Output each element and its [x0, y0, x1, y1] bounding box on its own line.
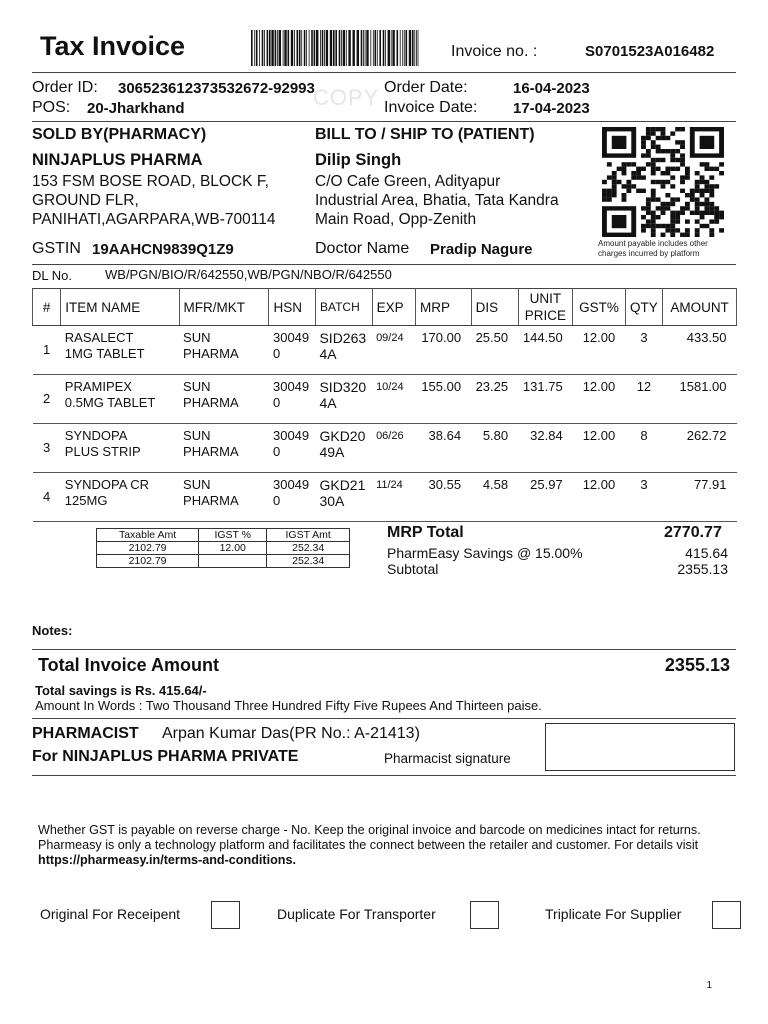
qr-note-line: charges incurred by platform [598, 249, 700, 258]
tax-header-row [97, 529, 350, 542]
row-batch-line: 4A [319, 346, 337, 362]
row-hsn-line: 0 [272, 346, 281, 361]
col-header-gst: GST% [573, 289, 626, 326]
original-copy-label: Original For Receipent [40, 906, 181, 922]
for-company-label: For NINJAPLUS PHARMA PRIVATE [32, 748, 299, 765]
row-sn: 4 [33, 473, 61, 522]
col-header-sn: # [33, 289, 61, 326]
row-item-name [61, 424, 179, 473]
qr-code-image [602, 127, 724, 237]
row-hsn-line: 0 [272, 493, 281, 508]
row-mrp: 155.00 [416, 375, 472, 424]
row-hsn-line: 30049 [272, 428, 310, 443]
row-exp: 09/24 [372, 326, 415, 375]
row-qty: 12 [625, 375, 662, 424]
row-batch-line: SID263 [319, 330, 367, 346]
row-hsn [269, 375, 315, 424]
pos-value: 20-Jharkhand [87, 100, 185, 117]
tax-row [97, 542, 350, 555]
page-number: 1 [706, 980, 712, 991]
col-header-mrp: MRP [416, 289, 472, 326]
invoice-date-label: Invoice Date: [384, 99, 478, 116]
footer-terms [38, 823, 738, 868]
tax-igst-amt: 252.34 [267, 542, 350, 555]
col-header-hsn: HSN [269, 289, 315, 326]
row-mfr-line: SUN [183, 428, 211, 443]
invoice-date-value: 17-04-2023 [513, 100, 590, 117]
signature-label: Pharmacist signature [384, 751, 511, 766]
row-item-name-line: 0.5MG TABLET [64, 395, 156, 410]
col-header-qty: QTY [625, 289, 662, 326]
tax-summary-table [96, 528, 350, 568]
divider [32, 121, 736, 122]
row-qty: 3 [625, 473, 662, 522]
seller-address [32, 172, 275, 229]
total-invoice-value: 2355.13 [664, 655, 730, 675]
patient-address-line: Main Road, Opp-Zenith [315, 211, 477, 228]
order-date-label: Order Date: [384, 79, 468, 96]
seller-address-line: 153 FSM BOSE ROAD, BLOCK F, [32, 173, 269, 190]
pos-label: POS: [32, 99, 71, 116]
row-mrp: 38.64 [416, 424, 472, 473]
patient-address-line: C/O Cafe Green, Adityapur [315, 173, 501, 190]
row-qty: 3 [625, 326, 662, 375]
row-amount: 262.72 [663, 424, 737, 473]
row-batch-line: GKD20 [319, 428, 366, 444]
row-batch-line: GKD21 [319, 477, 366, 493]
col-header-mfr: MFR/MKT [179, 289, 269, 326]
row-item-name-line: SYNDOPA CR [64, 477, 150, 492]
table-row [33, 424, 737, 473]
patient-address-line: Industrial Area, Bhatia, Tata Kandra [315, 192, 559, 209]
tax-igst-pct [199, 555, 267, 568]
row-unit-price: 25.97 [518, 473, 573, 522]
items-header-row [33, 289, 737, 326]
row-batch [315, 473, 372, 522]
barcode-image [251, 30, 419, 66]
row-mrp: 170.00 [416, 326, 472, 375]
bill-to-heading: BILL TO / SHIP TO (PATIENT) [315, 126, 535, 143]
seller-name: NINJAPLUS PHARMA [32, 151, 203, 169]
qr-note-line: Amount payable includes other [598, 239, 708, 248]
row-batch [315, 375, 372, 424]
row-batch-line: SID320 [319, 379, 367, 395]
doctor-name: Pradip Nagure [430, 241, 533, 258]
divider [32, 72, 736, 73]
tax-header-taxable: Taxable Amt [97, 529, 199, 542]
row-batch-line: 4A [319, 395, 337, 411]
order-date-value: 16-04-2023 [513, 80, 590, 97]
divider [32, 775, 736, 776]
subtotal-value: 2355.13 [677, 561, 728, 577]
row-unit-price: 32.84 [518, 424, 573, 473]
divider [32, 264, 736, 265]
original-copy-checkbox[interactable] [211, 901, 240, 929]
row-hsn [269, 473, 315, 522]
seller-address-line: GROUND FLR, [32, 192, 139, 209]
tax-row [97, 555, 350, 568]
order-id-label: Order ID: [32, 79, 98, 96]
row-mfr-line: SUN [183, 330, 211, 345]
patient-address [315, 172, 559, 229]
row-hsn-line: 30049 [272, 330, 310, 345]
row-mfr-line: SUN [183, 379, 211, 394]
items-table [32, 288, 737, 522]
col-header-dis: DIS [471, 289, 518, 326]
row-mfr-line: PHARMA [183, 346, 239, 361]
mrp-total-label: MRP Total [387, 524, 464, 541]
gstin-label: GSTIN [32, 240, 81, 257]
divider [32, 718, 736, 719]
col-header-batch: BATCH [315, 289, 372, 326]
table-row [33, 326, 737, 375]
patient-name: Dilip Singh [315, 151, 402, 169]
row-hsn [269, 326, 315, 375]
row-sn: 2 [33, 375, 61, 424]
row-unit-price: 131.75 [518, 375, 573, 424]
copy-watermark: COPY [313, 85, 380, 110]
row-item-name-line: 1MG TABLET [64, 346, 145, 361]
qr-note [598, 239, 708, 259]
row-mfr [179, 424, 269, 473]
row-mfr-line: SUN [183, 477, 211, 492]
table-row [33, 473, 737, 522]
triplicate-copy-label: Triplicate For Supplier [545, 906, 682, 922]
total-invoice-label: Total Invoice Amount [38, 655, 220, 675]
row-mrp: 30.55 [416, 473, 472, 522]
savings-value: 415.64 [685, 545, 728, 561]
triplicate-copy-checkbox[interactable] [712, 901, 741, 929]
table-row [33, 375, 737, 424]
pharmacist-label: PHARMACIST [32, 725, 139, 742]
row-item-name [61, 375, 179, 424]
row-dis: 23.25 [471, 375, 518, 424]
row-item-name-line: 125MG [64, 493, 108, 508]
row-hsn-line: 0 [272, 444, 281, 459]
tax-header-igst-amt: IGST Amt [267, 529, 350, 542]
subtotal-label: Subtotal [387, 561, 439, 577]
row-item-name-line: PRAMIPEX [64, 379, 132, 394]
col-header-amount: AMOUNT [663, 289, 737, 326]
row-mfr-line: PHARMA [183, 493, 239, 508]
signature-box [545, 723, 735, 771]
footer-text: Whether GST is payable on reverse charge - No. Keep the original invoice and barcode on medicines intact for returns. Pharmeasy is only a technology platform and facilitates the connect between the retailer and customer. For details visit [38, 823, 701, 852]
row-hsn-line: 30049 [272, 477, 310, 492]
row-hsn [269, 424, 315, 473]
sold-by-heading: SOLD BY(PHARMACY) [32, 126, 207, 143]
invoice-title: Tax Invoice [40, 31, 186, 61]
row-hsn-line: 30049 [272, 379, 310, 394]
terms-link[interactable]: https://pharmeasy.in/terms-and-conditions. [38, 853, 296, 867]
row-qty: 8 [625, 424, 662, 473]
row-exp: 06/26 [372, 424, 415, 473]
col-header-item: ITEM NAME [61, 289, 179, 326]
row-mfr [179, 375, 269, 424]
col-header-exp: EXP [372, 289, 415, 326]
divider [32, 649, 736, 650]
row-gst: 12.00 [573, 424, 626, 473]
doctor-label: Doctor Name [315, 240, 410, 257]
row-mfr [179, 326, 269, 375]
row-amount: 1581.00 [663, 375, 737, 424]
mrp-total-value: 2770.77 [664, 524, 722, 541]
row-hsn-line: 0 [272, 395, 281, 410]
row-sn: 1 [33, 326, 61, 375]
row-unit-price: 144.50 [518, 326, 573, 375]
row-mfr [179, 473, 269, 522]
invoice-no-label: Invoice no. : [451, 43, 538, 60]
invoice-no-value: S0701523A016482 [585, 43, 715, 60]
row-mfr-line: PHARMA [183, 395, 239, 410]
duplicate-copy-checkbox[interactable] [470, 901, 499, 929]
row-item-name-line: RASALECT [64, 330, 134, 345]
notes-label: Notes: [32, 623, 73, 638]
tax-header-igst-pct: IGST % [199, 529, 267, 542]
seller-address-line: PANIHATI,AGARPARA,WB-700114 [32, 211, 276, 228]
row-exp: 10/24 [372, 375, 415, 424]
row-dis: 4.58 [471, 473, 518, 522]
tax-taxable: 2102.79 [97, 555, 199, 568]
col-header-unit-price-line: UNIT [529, 291, 562, 306]
row-batch [315, 326, 372, 375]
row-item-name [61, 473, 179, 522]
row-batch-line: 49A [319, 444, 345, 460]
gstin-value: 19AAHCN9839Q1Z9 [92, 241, 234, 258]
pharmacist-name: Arpan Kumar Das(PR No.: A-21413) [162, 725, 420, 742]
tax-igst-pct: 12.00 [199, 542, 267, 555]
dl-value: WB/PGN/BIO/R/642550,WB/PGN/NBO/R/642550 [105, 267, 392, 282]
row-item-name-line: PLUS STRIP [64, 444, 141, 459]
row-item-name-line: SYNDOPA [64, 428, 128, 443]
row-exp: 11/24 [372, 473, 415, 522]
row-gst: 12.00 [573, 326, 626, 375]
row-dis: 5.80 [471, 424, 518, 473]
row-batch [315, 424, 372, 473]
savings-label: PharmEasy Savings @ 15.00% [387, 545, 583, 561]
order-id-value: 306523612373532672-92993 [118, 80, 315, 97]
row-batch-line: 30A [319, 493, 345, 509]
row-gst: 12.00 [573, 473, 626, 522]
row-amount: 77.91 [663, 473, 737, 522]
duplicate-copy-label: Duplicate For Transporter [277, 906, 436, 922]
row-dis: 25.50 [471, 326, 518, 375]
col-header-unit-price-line: PRICE [524, 308, 567, 323]
row-sn: 3 [33, 424, 61, 473]
tax-igst-amt: 252.34 [267, 555, 350, 568]
tax-taxable: 2102.79 [97, 542, 199, 555]
row-gst: 12.00 [573, 375, 626, 424]
total-savings-text: Total savings is Rs. 415.64/- [35, 683, 207, 698]
row-mfr-line: PHARMA [183, 444, 239, 459]
row-amount: 433.50 [663, 326, 737, 375]
col-header-unit-price [518, 289, 573, 326]
amount-in-words: Amount In Words : Two Thousand Three Hundred Fifty Five Rupees And Thirteen paise. [35, 698, 542, 713]
row-item-name [61, 326, 179, 375]
dl-label: DL No. [32, 268, 72, 283]
